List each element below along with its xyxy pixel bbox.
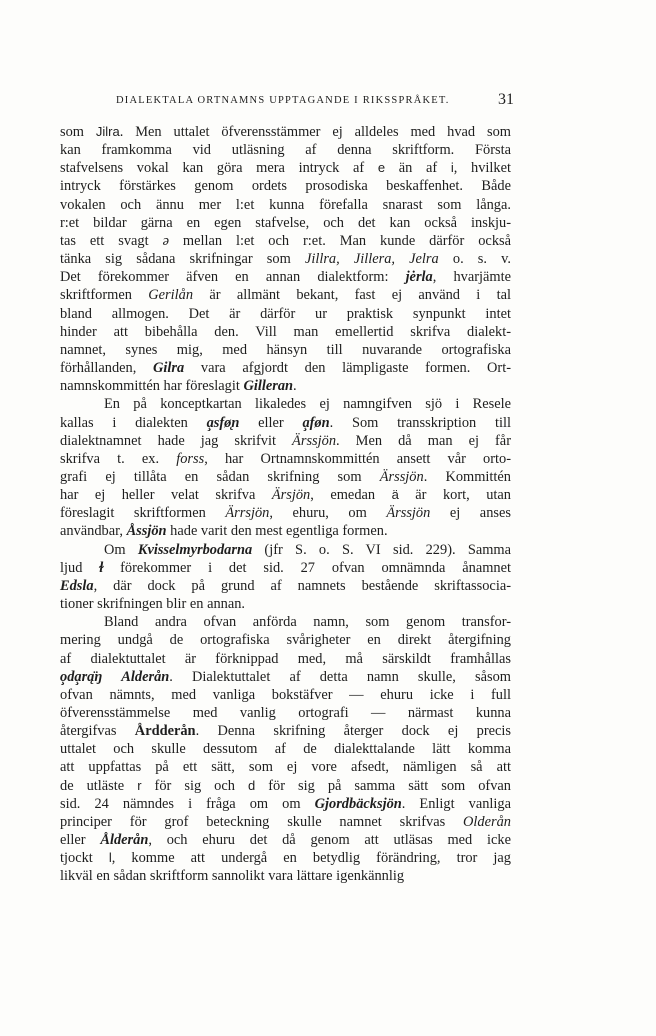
text-segment: Alderån (121, 668, 170, 685)
text-segment: e (377, 160, 386, 176)
text-segment: stafvelsens vokal kan göra mera intryck af (60, 160, 378, 177)
text-line (60, 559, 511, 577)
running-title: DIALEKTALA ORTNAMNS UPPTAGANDE I RIKSSPRÅKET. (116, 95, 450, 106)
text-segment: skrifva t. ex. (60, 450, 177, 467)
text-segment: intryck förstärkes genom ordets prosodiska beskaffenhet. Både (60, 178, 511, 195)
text-line (60, 468, 511, 486)
text-line (60, 758, 511, 776)
text-segment: föreslagit skriftformen (60, 505, 226, 522)
text-segment: forss (176, 450, 205, 467)
text-segment: , ehuru, om (269, 505, 387, 522)
text-line (60, 813, 511, 831)
text-segment: , emedan (310, 487, 392, 504)
text-line (60, 196, 511, 214)
text-line (60, 777, 511, 795)
text-segment: Ärssjön (379, 468, 424, 485)
text-segment: a̧føn (302, 414, 330, 431)
text-segment: än af (385, 160, 451, 177)
text-segment: , komme att undergå en betydlig förändring, tror jag (111, 850, 511, 867)
text-line (60, 123, 511, 141)
text-segment: ej anses (430, 505, 511, 522)
text-segment: En på konceptkartan likaledes ej namngifven sjö i Resele (104, 396, 511, 413)
text-line (60, 668, 511, 686)
text-segment: användbar, (60, 523, 127, 540)
text-segment: har ej heller velat skrifva (60, 487, 272, 504)
text-segment: förekommer i det sid. 27 ofvan omnämnda ånamnet (103, 559, 511, 576)
text-segment: förhållanden, (60, 360, 154, 377)
text-line (60, 486, 511, 504)
text-segment: återgifvas (60, 723, 135, 740)
page-number: 31 (498, 91, 514, 108)
text-line (60, 541, 511, 559)
text-segment: Gilleran (243, 378, 294, 395)
text-segment: Årdderån (134, 723, 196, 740)
text-segment: är allmänt bekant, fast ej använd i tal (193, 287, 512, 304)
text-segment: Om (104, 541, 138, 558)
text-segment: ɫ (99, 559, 104, 576)
text-segment: uttalet och skulle dessutom af de dialekttalande lätt komma (60, 741, 511, 758)
text-line (60, 250, 511, 268)
text-segment: vara afgjordt den lämpligaste formen. Ort- (184, 360, 511, 377)
text-segment: bland allmogen. Det är därför ur praktisk synpunkt intet (60, 305, 511, 322)
text-line (60, 867, 511, 885)
text-line (60, 613, 511, 631)
text-segment: . Dialektuttalet af detta namn skulle, såsom (169, 668, 511, 685)
text-segment: ä (391, 487, 399, 503)
text-line (60, 577, 511, 595)
text-segment: , och ehuru det då genom att utläsas med icke (148, 832, 511, 849)
text-segment: hade varit den mest egentliga formen. (166, 523, 388, 540)
text-segment: r:et bildar gärna en egen stafvelse, och det kan också inskju- (60, 214, 511, 231)
text-segment: jėrla (405, 269, 433, 286)
text-segment: Ärrsjön (225, 505, 270, 522)
text-line (60, 395, 511, 413)
text-line (60, 141, 511, 159)
text-segment: , hvarjämte (432, 269, 511, 286)
text-line (60, 522, 511, 540)
text-line (60, 631, 511, 649)
text-line (60, 595, 511, 613)
text-segment: i (450, 160, 454, 176)
text-line (60, 232, 511, 250)
text-segment: Ärssjön (386, 505, 431, 522)
text-segment: dialektnamnet hade jag skrifvit (60, 432, 293, 449)
text-segment: mellan l:et och r:et. Man kunde därför också (168, 232, 511, 249)
text-segment: a̧sfø̨n (206, 414, 240, 431)
text-segment: namnet, synes mig, med hänsyn till nuvarande ortografiska (60, 341, 511, 358)
text-line (60, 323, 511, 341)
text-line (60, 504, 511, 522)
text-line (60, 177, 511, 195)
text-segment: Det förekommer äfven en annan dialektform: (60, 269, 406, 286)
text-segment: Gilra (153, 360, 185, 377)
text-segment: Jillra, Jillera, Jelra (304, 251, 439, 268)
text-line (60, 704, 511, 722)
text-line (60, 849, 511, 867)
text-segment: Jilra (95, 124, 120, 139)
text-segment: . Men då man ej får (336, 432, 511, 449)
text-segment (102, 669, 121, 685)
body-text (60, 123, 511, 886)
text-line (60, 450, 511, 468)
text-segment: Kvisselmyrbodarna (137, 541, 253, 558)
text-segment: tänka sig sådana skrifningar som (60, 251, 305, 268)
text-segment: d (247, 777, 256, 793)
text-line (60, 341, 511, 359)
text-segment: , har Ortnamnskommittén ansett vår orto- (204, 450, 512, 467)
text-line (60, 795, 511, 813)
text-segment: eller (60, 832, 101, 849)
text-segment: namnskommittén har föreslagit (60, 378, 244, 395)
text-segment: ofvan nämnts, med vanliga bokstäfver — ehuru icke i full (60, 686, 511, 703)
text-segment: r (137, 777, 142, 793)
text-segment: . Som transskription till (329, 414, 511, 431)
text-segment: grafi ej tillåta en sådan skrifning som (60, 468, 380, 485)
text-line (60, 686, 511, 704)
text-segment: tjockt (60, 850, 109, 867)
text-segment: , hvilket (453, 160, 511, 177)
text-segment: o. s. v. (438, 251, 511, 268)
text-segment: o̧da̧rą̈ŋ (60, 668, 103, 685)
text-segment: Ärssjön (292, 432, 337, 449)
text-line (60, 359, 511, 377)
text-segment: Edsla (60, 577, 94, 594)
text-segment: Åssjön (126, 523, 167, 540)
text-segment: . Denna skrifning återger dock ej precis (195, 723, 511, 740)
page-header (116, 91, 514, 111)
text-segment: för sig och (141, 777, 248, 794)
text-line (60, 377, 511, 395)
text-line (60, 650, 511, 668)
text-segment: . Kommittén (423, 468, 511, 485)
text-segment: vokalen och ännu mer l:et kunna förefalla snarast som långa. (60, 196, 511, 213)
text-line (60, 159, 511, 177)
text-segment: mering undgå de ortografiska svårigheter en direkt återgifning (60, 632, 511, 649)
text-line (60, 305, 511, 323)
text-segment: principer för grof beteckning skulle namnet skrifvas (60, 813, 464, 830)
text-segment: . Enligt vanliga (401, 795, 512, 812)
text-segment: Ärsjön (271, 487, 311, 504)
text-segment: . (293, 378, 297, 395)
text-segment: Olderån (463, 813, 511, 830)
text-segment: de utläste (60, 777, 138, 794)
text-segment: sid. 24 nämndes i fråga om om (60, 795, 315, 812)
text-segment: , där dock på grund af namnets bestående skriftassocia- (93, 577, 511, 594)
text-line (60, 831, 511, 849)
text-segment: ljud (60, 559, 100, 576)
text-segment: tas ett svagt (60, 232, 163, 249)
text-line (60, 286, 511, 304)
text-segment: (jfr S. o. S. VI sid. 229). Samma (252, 541, 512, 558)
text-segment: att uppfattas på ett sätt, som ej vore afsedt, nämligen så att (60, 759, 511, 776)
text-segment: tioner skrifningen blir en annan. (60, 596, 246, 613)
text-line (60, 432, 511, 450)
text-segment: för sig på samma sätt som ofvan (255, 777, 511, 794)
text-segment: ə (162, 232, 169, 249)
text-segment: skriftformen (60, 287, 149, 304)
text-line (60, 722, 511, 740)
text-line (60, 268, 511, 286)
text-segment: Bland andra ofvan anförda namn, som genom transfor- (104, 614, 511, 631)
text-segment: af dialektuttalet är förknippad med, må särskildt framhållas (60, 650, 511, 667)
text-segment: Gerilån (148, 287, 194, 304)
text-segment: öfverensstämmelse med vanlig ortografi — närmast kunna (60, 705, 511, 721)
text-segment: som (60, 124, 96, 140)
text-segment: Ålderån (100, 832, 149, 849)
text-segment: är kort, utan (398, 487, 511, 504)
text-line (60, 740, 511, 758)
text-segment: hinder att bibehålla den. Vill man emellertid skrifva dialekt- (60, 323, 511, 340)
text-segment: eller (239, 414, 303, 431)
text-segment: Gjordbäcksjön (314, 795, 402, 812)
text-segment: likväl en sådan skriftform sannolikt vara lättare igenkännlig (60, 868, 405, 885)
text-line (60, 214, 511, 232)
text-segment: . Men uttalet öfverensstämmer ej alldeles med hvad som (119, 124, 511, 140)
text-segment: kan framkomma vid utläsning af denna skriftform. Första (60, 142, 511, 159)
text-line (60, 414, 511, 432)
text-segment: l (108, 850, 112, 866)
text-segment: kallas i dialekten (60, 414, 207, 431)
